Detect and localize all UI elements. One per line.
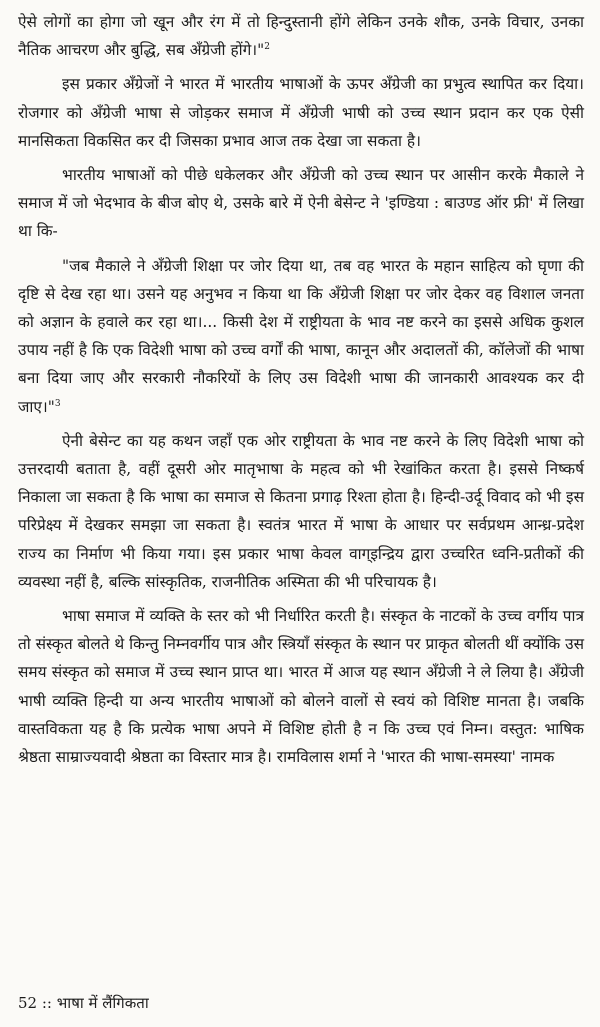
book-title: भाषा में लैंगिकता — [56, 994, 149, 1012]
footer-separator: :: — [41, 994, 52, 1012]
paragraph-text: इस प्रकार अँग्रेजों ने भारत में भारतीय भाषाओं के ऊपर अँग्रेजी का प्रभुत्व स्थापित कर दिया। रोजगार को अँग्रेजी भाषा से जोड़कर समाज में अँग्रेजी भाषी को उच्च स्थान प्रदान कर एक ऐसी मानसिकता विकसित कर दी जिसका प्रभाव आज तक देखा जा सकता है। — [18, 75, 584, 150]
paragraph-2 — [18, 70, 584, 155]
footnote-ref-3: 3 — [54, 398, 61, 409]
quotation-paragraph — [18, 252, 584, 421]
footnote-ref-2: 2 — [264, 42, 270, 53]
paragraph-6 — [18, 602, 584, 771]
paragraph-text: "जब मैकाले ने अँग्रेजी शिक्षा पर जोर दिया था, तब वह भारत के महान साहित्य को घृणा की दृष्टि से देख रहा था। उसने यह अनुभव न किया था कि अँग्रेजी शिक्षा पर जोर देकर वह विशाल जनता को अज्ञान के हवाले कर रहा था।... किसी देश में राष्ट्रीयता के भाव नष्ट करने का इससे अधिक कुशल उपाय नहीं है कि एक विदेशी भाषा को उच्च वर्गों की भाषा, कानून और अदालतों की, कॉलेजों की भाषा बना दिया जाए और सरकारी नौकरियों के लिए उस विदेशी भाषा की जानकारी आवश्यक कर दी जाए।" — [18, 256, 584, 416]
paragraph-text: ऐनी बेसेन्ट का यह कथन जहाँ एक ओर राष्ट्रीयता के भाव नष्ट करने के लिए विदेशी भाषा को उत्तरदायी बताता है, वहीं दूसरी ओर मातृभाषा के महत्व को भी रेखांकित करता है। इससे निष्कर्ष निकाला जा सकता है कि भाषा का समाज से कितना प्रगाढ़ रिश्ता होता है। हिन्दी-उर्दू विवाद को भी इस परिप्रेक्ष्य में देखकर समझा जा सकता है। स्वतंत्र भारत में भाषा के आधार पर सर्वप्रथम आन्ध्र-प्रदेश राज्य का निर्माण भी किया गया। इस प्रकार भाषा केवल वाग्इन्द्रिय द्वारा उच्चरित ध्वनि-प्रतीकों की व्यवस्था नहीं है, बल्कि सांस्कृतिक, राजनीतिक अस्मिता की भी परिचायक है। — [18, 431, 584, 591]
paragraph-text: भाषा समाज में व्यक्ति के स्तर को भी निर्धारित करती है। संस्कृत के नाटकों के उच्च वर्गीय पात्र तो संस्कृत बोलते थे किन्तु निम्नवर्गीय पात्र और स्त्रियाँ संस्कृत के स्थान पर प्राकृत बोलती थीं क्योंकि उस समय संस्कृत को समाज में उच्च स्थान प्राप्त था। भारत में आज यह स्थान अँग्रेजी ने ले लिया है। अँग्रेजी भाषी व्यक्ति हिन्दी या अन्य भारतीय भाषाओं को बोलने वालों से स्वयं को विशिष्ट मानता है। जबकि वास्तविकता यह है कि प्रत्येक भाषा अपने में विशिष्ट होती है न कि उच्च एवं निम्न। वस्तुत: भाषिक श्रेष्ठता साम्राज्यवादी श्रेष्ठता का विस्तार मात्र है। रामविलास शर्मा ने 'भारत की भाषा-समस्या' नामक — [18, 607, 584, 767]
paragraph-5 — [18, 427, 584, 596]
paragraph-1 — [18, 8, 584, 64]
paragraph-text: भारतीय भाषाओं को पीछे धकेलकर और अँग्रेजी को उच्च स्थान पर आसीन करके मैकाले ने समाज में जो भेदभाव के बीज बोए थे, उसके बारे में ऐनी बेसेन्ट ने 'इण्डिया : बाउण्ड ऑर फ्री' में लिखा था कि- — [18, 166, 584, 241]
paragraph-3 — [18, 161, 584, 246]
paragraph-text: ऐसे लोगों का होगा जो खून और रंग में तो हिन्दुस्तानी होंगे लेकिन उनके शौक, उनके विचार, उनका नैतिक आचरण और बुद्धि, सब अँग्रेजी होंगे।" — [18, 13, 584, 60]
page-footer — [18, 993, 149, 1013]
page-number: 52 — [18, 994, 38, 1012]
